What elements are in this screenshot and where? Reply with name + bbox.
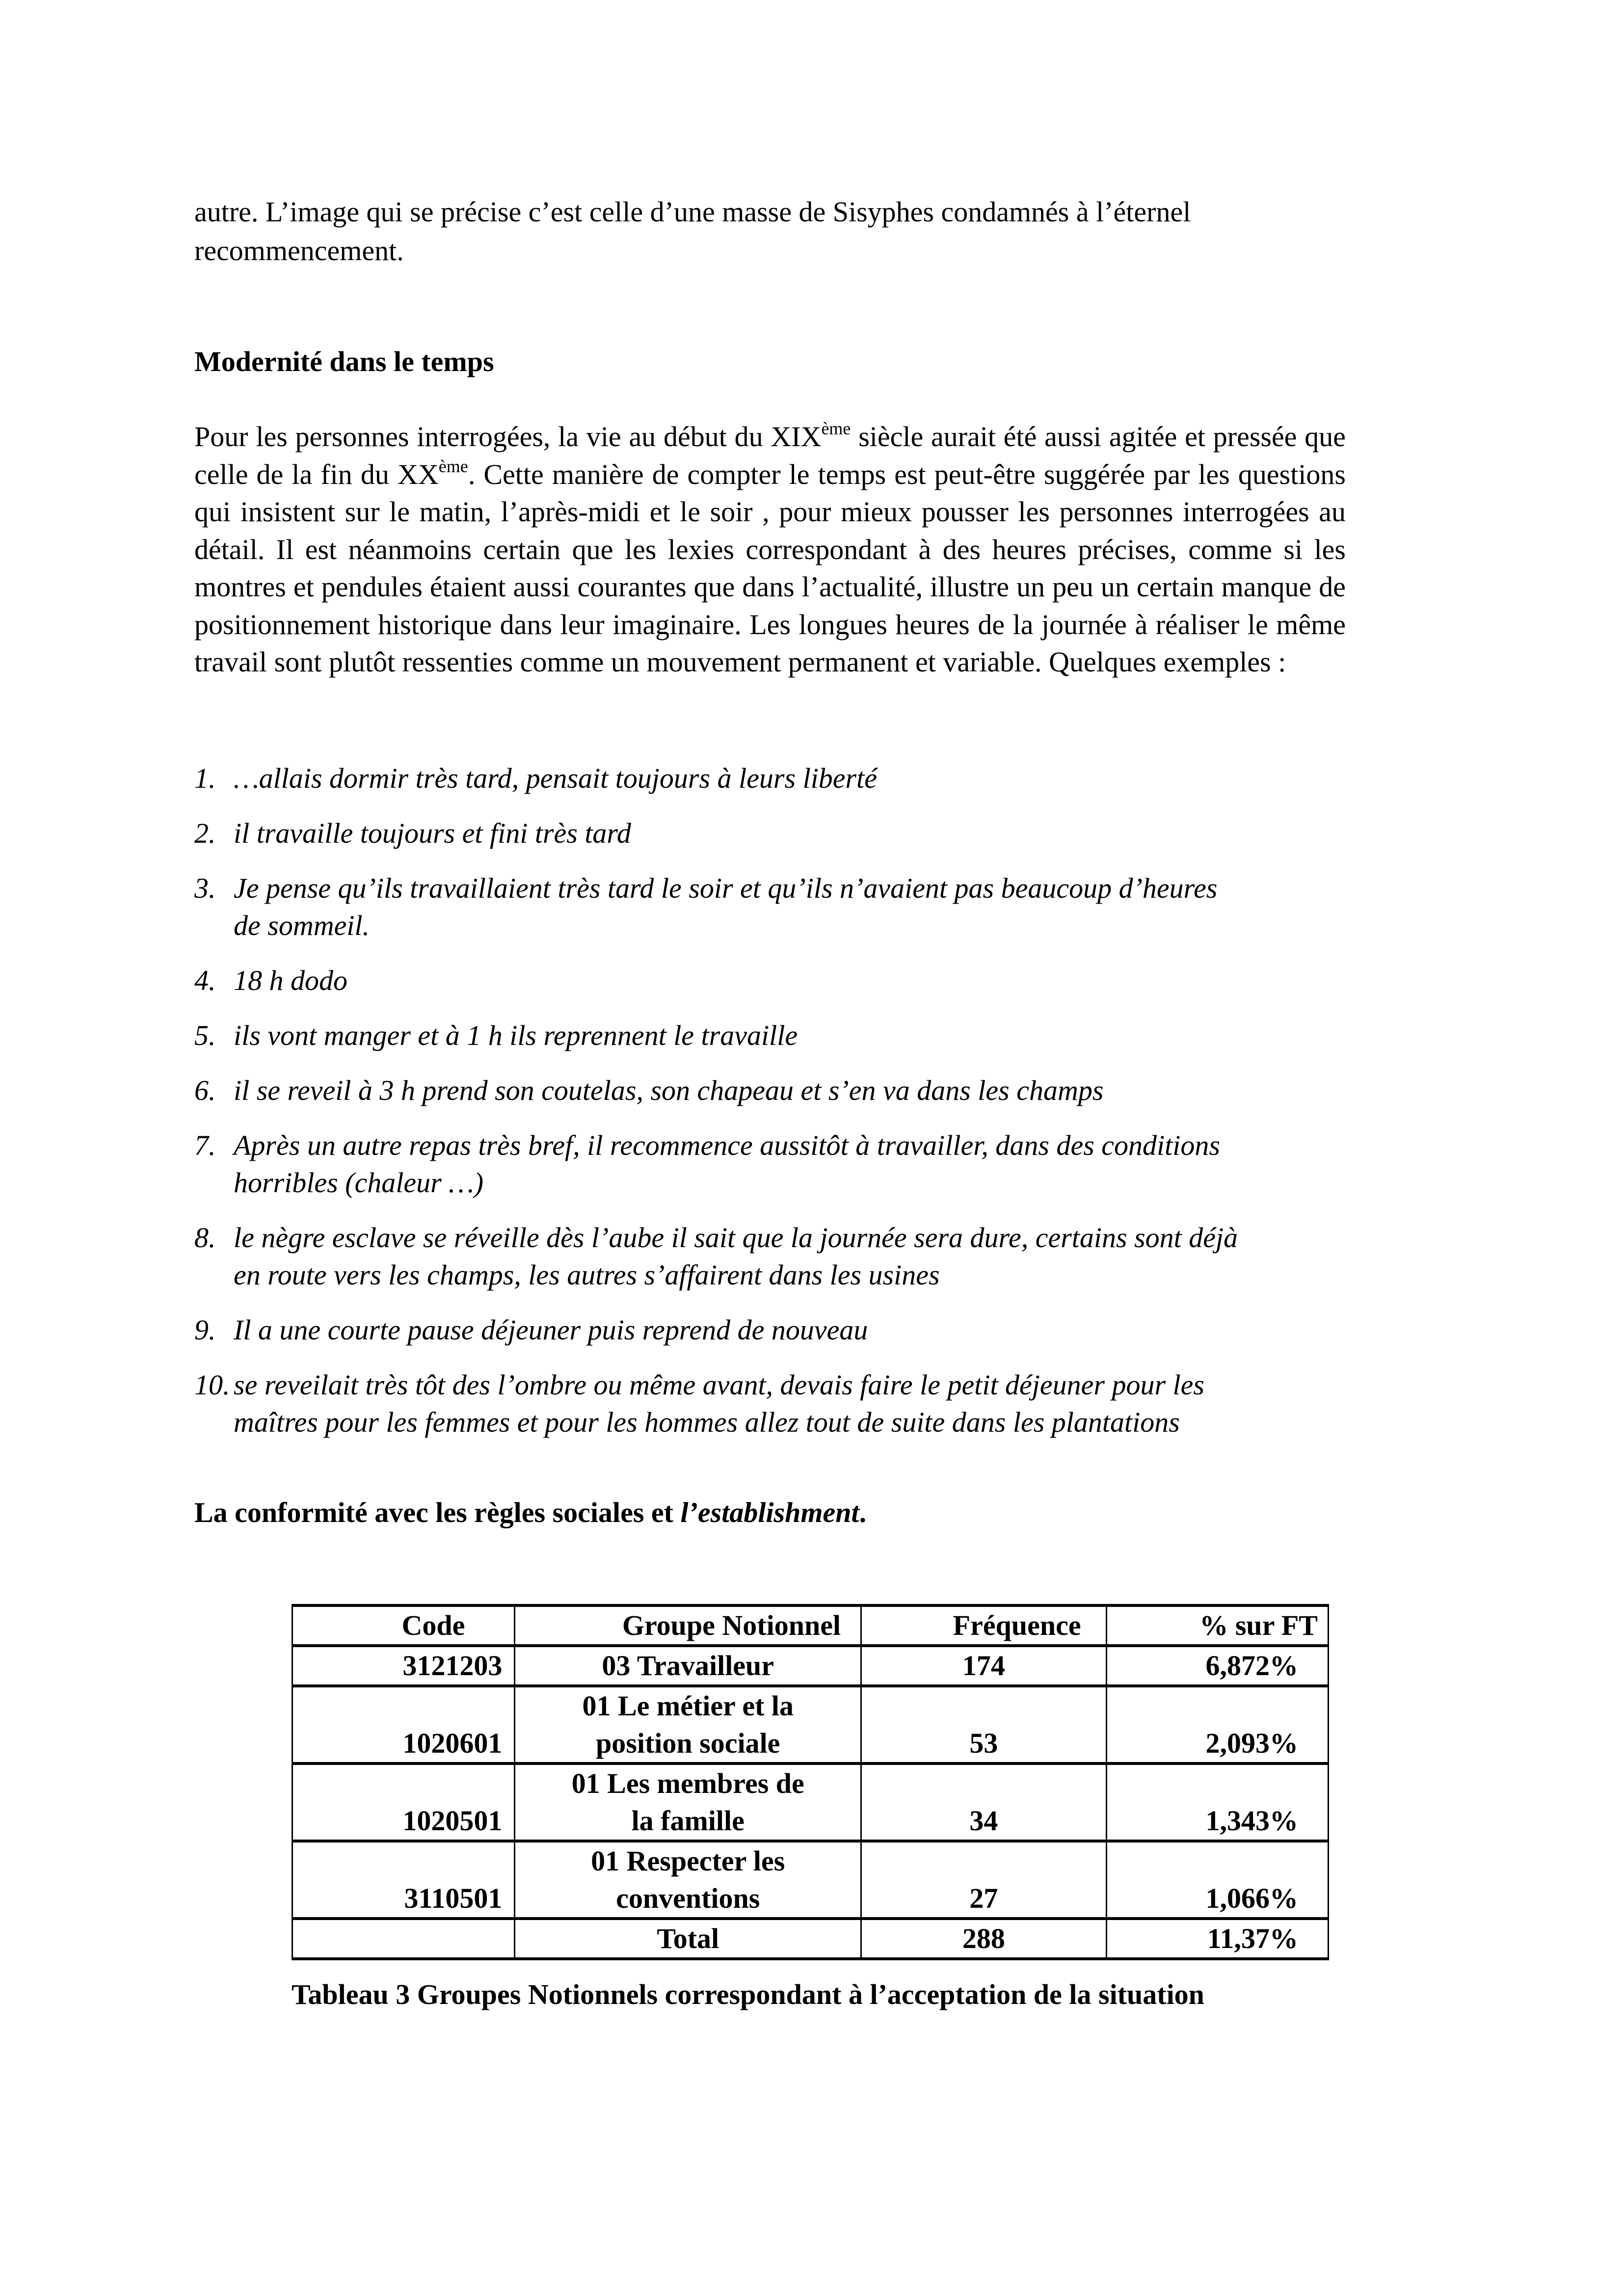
groupe-line: 01 Le métier et la <box>582 1690 794 1722</box>
table-row <box>293 1686 1329 1763</box>
list-item-text: il se reveil à 3 h prend son coutelas, son chapeau et s’en va dans les champs <box>234 1074 1104 1106</box>
header-frequence: Fréquence <box>861 1605 1106 1646</box>
header-code: Code <box>293 1605 515 1646</box>
list-number: 3. <box>194 872 216 904</box>
table-total-row <box>293 1919 1329 1959</box>
header-pct-sur-ft: % sur FT <box>1106 1605 1328 1646</box>
list-item-text: se reveilait très tôt des l’ombre ou même avant, devais faire le petit déjeuner pour les <box>234 1369 1204 1401</box>
cell-total-pct: 11,37% <box>1106 1919 1328 1959</box>
cell-groupe <box>515 1763 861 1841</box>
cell-frequence: 53 <box>861 1686 1106 1763</box>
table-row <box>293 1646 1329 1686</box>
list-number: 5. <box>194 1019 216 1051</box>
intro-paragraph: autre. L’image qui se précise c’est celle d’une masse de Sisyphes condamnés à l’éternel recommencement. <box>194 196 1191 267</box>
examples-list <box>194 760 1421 1459</box>
list-item-text: Il a une courte pause déjeuner puis reprend de nouveau <box>234 1314 868 1346</box>
cell-groupe <box>515 1841 861 1919</box>
list-number: 1. <box>194 762 216 794</box>
table-row <box>293 1841 1329 1919</box>
list-item <box>194 870 1421 944</box>
paragraph-text-1: Pour les personnes interrogées, la vie au début du XIX <box>194 421 822 453</box>
paragraph-text-3: . Cette manière de compter le temps est peut-être suggérée par les questions qui insistent sur le matin, l’après-midi et le soir , pour mieux pousser les personnes interrogées au détail. Il est néanmoins certain que les lexies correspondant à des heures précises, comme si les montres et pendules étaient aussi courantes que dans l’actualité, illustre un peu un certain manque de positionnement historique dans leur imaginaire. Les longues heures de la journée à réaliser le même travail sont plutôt ressenties comme un mouvement permanent et variable. Quelques exemples : <box>194 458 1346 678</box>
cell-code: 3110501 <box>293 1841 515 1919</box>
list-item-text: …allais dormir très tard, pensait toujours à leurs liberté <box>234 762 877 794</box>
body-paragraph <box>194 418 1346 681</box>
cell-code: 1020601 <box>293 1686 515 1763</box>
list-item-text: ils vont manger et à 1 h ils reprennent le travaille <box>234 1019 798 1051</box>
list-number: 8. <box>194 1222 216 1254</box>
groupe-line: position sociale <box>596 1727 780 1759</box>
list-number: 7. <box>194 1129 216 1161</box>
cell-total-frequence: 288 <box>861 1919 1106 1959</box>
list-item-text-cont: maîtres pour les femmes et pour les hommes allez tout de suite dans les plantations <box>234 1406 1180 1438</box>
table-header-row <box>293 1605 1329 1646</box>
groupe-line: 03 Travailleur <box>602 1650 774 1682</box>
list-number: 2. <box>194 817 216 849</box>
list-number: 6. <box>194 1074 216 1106</box>
groupe-line: la famille <box>631 1805 745 1837</box>
cell-code: 3121203 <box>293 1646 515 1686</box>
list-item <box>194 1219 1421 1294</box>
table-row <box>293 1763 1329 1841</box>
list-number: 4. <box>194 964 216 996</box>
cell-pct: 1,343% <box>1106 1763 1328 1841</box>
header-groupe-notionnel: Groupe Notionnel <box>515 1605 861 1646</box>
list-item <box>194 1366 1421 1441</box>
list-item-text-cont: horribles (chaleur …) <box>234 1167 484 1199</box>
superscript-eme-1: ème <box>821 419 851 438</box>
list-item <box>194 1311 1421 1349</box>
list-item <box>194 760 1421 797</box>
groupe-line: conventions <box>616 1882 760 1914</box>
list-item-text-cont: de sommeil. <box>234 909 370 941</box>
cell-groupe <box>515 1646 861 1686</box>
heading-period: . <box>859 1496 867 1528</box>
table-caption: Tableau 3 Groupes Notionnels correspondant à l’acceptation de la situation <box>292 1978 1204 2010</box>
list-item <box>194 1072 1421 1109</box>
list-number: 9. <box>194 1314 216 1346</box>
list-item <box>194 1017 1421 1054</box>
list-item <box>194 815 1421 852</box>
cell-code: 1020501 <box>293 1763 515 1841</box>
section-heading-conformite <box>194 1493 866 1532</box>
cell-frequence: 34 <box>861 1763 1106 1841</box>
list-item-text: le nègre esclave se réveille dès l’aube il sait que la journée sera dure, certains sont déjà <box>234 1222 1238 1254</box>
cell-total-label: Total <box>515 1919 861 1959</box>
cell-groupe <box>515 1686 861 1763</box>
groupe-line: 01 Respecter les <box>591 1845 785 1877</box>
list-item <box>194 1127 1421 1201</box>
section-heading-modernite: Modernité dans le temps <box>194 346 494 377</box>
list-item-text: il travaille toujours et fini très tard <box>234 817 631 849</box>
list-item-text: 18 h dodo <box>234 964 347 996</box>
cell-code <box>293 1919 515 1959</box>
notional-groups-table <box>292 1604 1329 1960</box>
groupe-line: 01 Les membres de <box>571 1767 804 1799</box>
cell-pct: 2,093% <box>1106 1686 1328 1763</box>
list-item-text: Après un autre repas très bref, il recommence aussitôt à travailler, dans des conditions <box>234 1129 1220 1161</box>
list-item <box>194 962 1421 999</box>
cell-frequence: 174 <box>861 1646 1106 1686</box>
heading-text: La conformité avec les règles sociales et <box>194 1496 681 1528</box>
list-number: 10. <box>194 1369 230 1401</box>
cell-pct: 6,872% <box>1106 1646 1328 1686</box>
list-item-text: Je pense qu’ils travaillaient très tard le soir et qu’ils n’avaient pas beaucoup d’heures <box>234 872 1218 904</box>
heading-italic-term: l’establishment <box>680 1496 859 1528</box>
table-container <box>292 1604 1329 1960</box>
list-item-text-cont: en route vers les champs, les autres s’affairent dans les usines <box>234 1259 940 1291</box>
cell-pct: 1,066% <box>1106 1841 1328 1919</box>
cell-frequence: 27 <box>861 1841 1106 1919</box>
paragraph-text-2: siècle aurait été aussi agitée et pressée que celle de la fin du XX <box>194 421 1346 490</box>
superscript-eme-2: ème <box>438 456 468 476</box>
